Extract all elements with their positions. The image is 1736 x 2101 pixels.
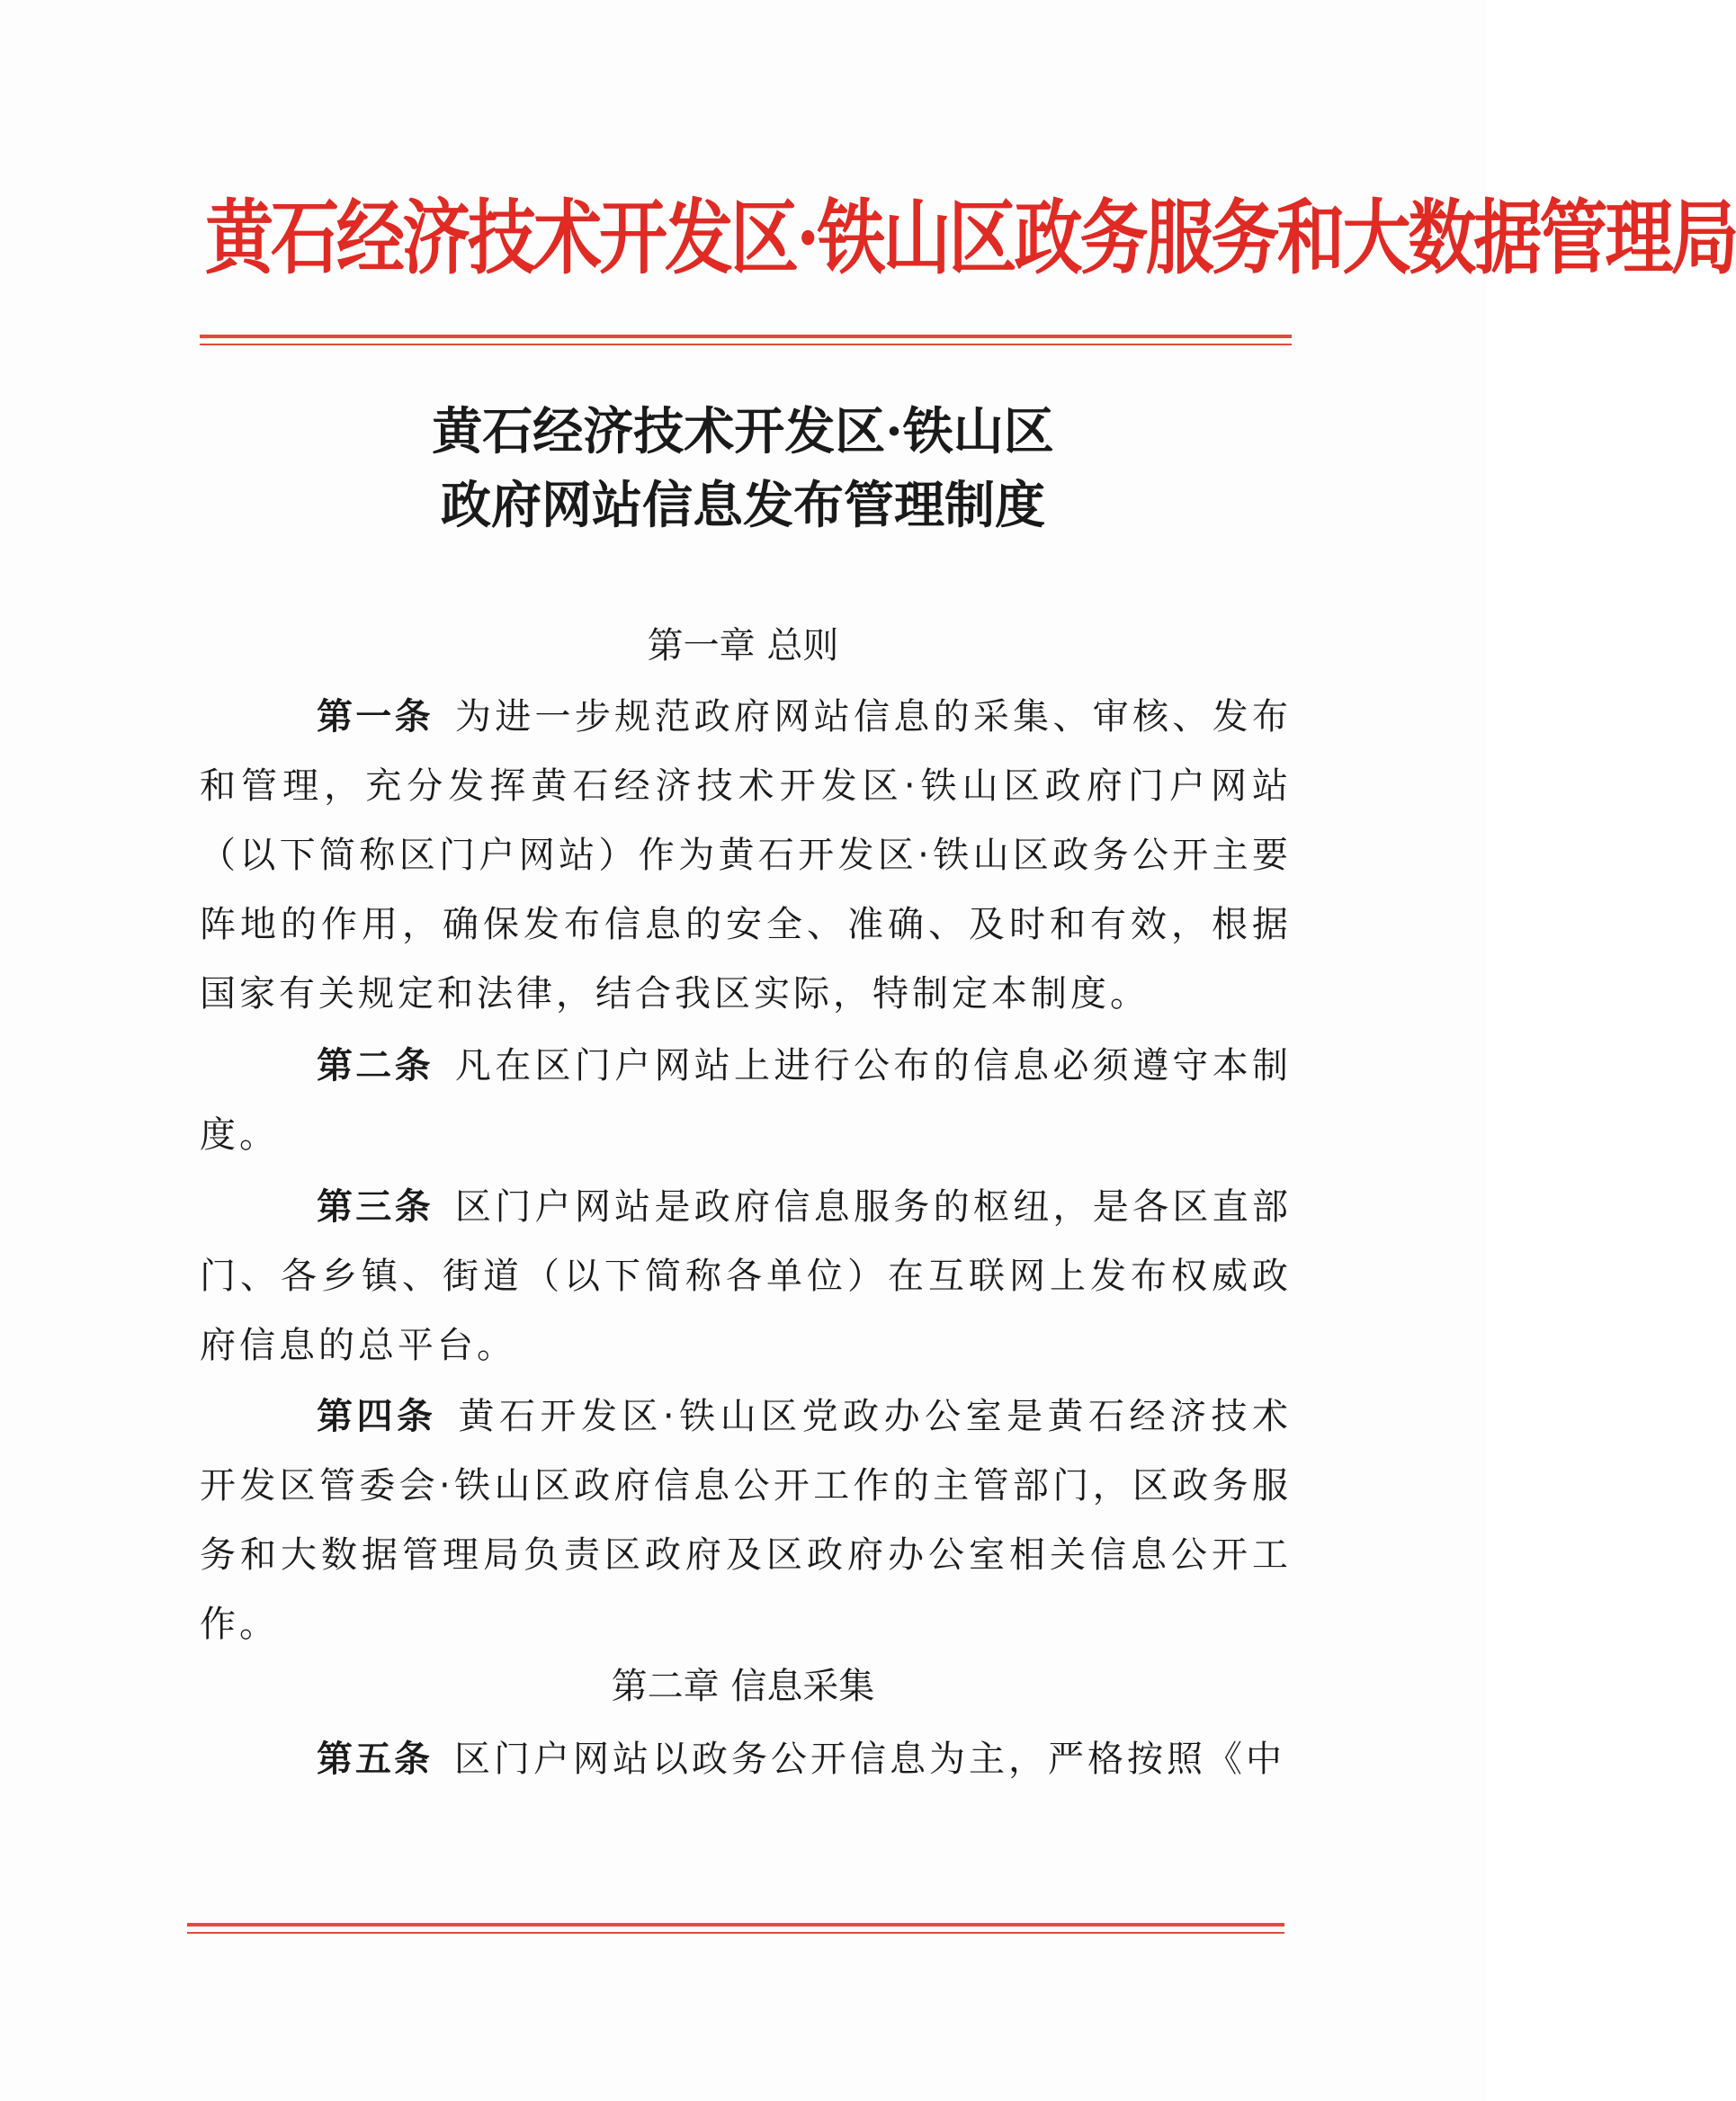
document-title-line2: 政府网站信息发布管理制度 xyxy=(441,476,1045,535)
chapter-heading-1: 第一章 总则 xyxy=(647,625,839,666)
letterhead-rule-bottom xyxy=(200,344,1292,345)
article-text: 区门户网站是政府信息服务的枢纽，是各区直部门、各乡镇、街道（以下简称各单位）在互联网上发布权威政府信息的总平台。 xyxy=(200,1186,1293,1366)
letterhead-issuer: 黄石经济技术开发区·铁山区政务服务和大数据管理局 xyxy=(205,190,1736,285)
article-text: 黄石开发区·铁山区党政办公室是黄石经济技术开发区管委会·铁山区政府信息公开工作的主管部门，区政务服务和大数据管理局负责区政府及区政府办公室相关信息公开工作。 xyxy=(200,1396,1293,1645)
document-title-line1: 黄石经济技术开发区·铁山区 xyxy=(432,402,1054,461)
article-5 xyxy=(200,1724,1292,1794)
article-1 xyxy=(200,682,1292,1029)
article-3 xyxy=(200,1172,1292,1381)
chapter-heading-2: 第二章 信息采集 xyxy=(611,1666,875,1707)
article-label: 第三条 xyxy=(317,1185,434,1228)
article-2 xyxy=(200,1031,1292,1170)
article-label: 第二条 xyxy=(317,1044,434,1086)
article-label: 第一条 xyxy=(317,695,434,738)
article-label: 第四条 xyxy=(317,1395,437,1437)
article-text: 为进一步规范政府网站信息的采集、审核、发布和管理，充分发挥黄石经济技术开发区·铁山区政府门户网站（以下简称区门户网站）作为黄石开发区·铁山区政务公开主要阵地的作用，确保发布信息的安全、准确、及时和有效，根据国家有关规定和法律，结合我区实际，特制定本制度。 xyxy=(200,696,1293,1015)
article-label: 第五条 xyxy=(317,1738,433,1780)
footer-rule-top xyxy=(187,1923,1284,1927)
article-text: 凡在区门户网站上进行公布的信息必须遵守本制度。 xyxy=(200,1045,1293,1156)
footer-rule-bottom xyxy=(187,1932,1284,1934)
article-text: 区门户网站以政务公开信息为主，严格按照《中 xyxy=(454,1739,1285,1780)
article-4 xyxy=(200,1381,1292,1659)
letterhead-rule-top xyxy=(200,335,1292,338)
